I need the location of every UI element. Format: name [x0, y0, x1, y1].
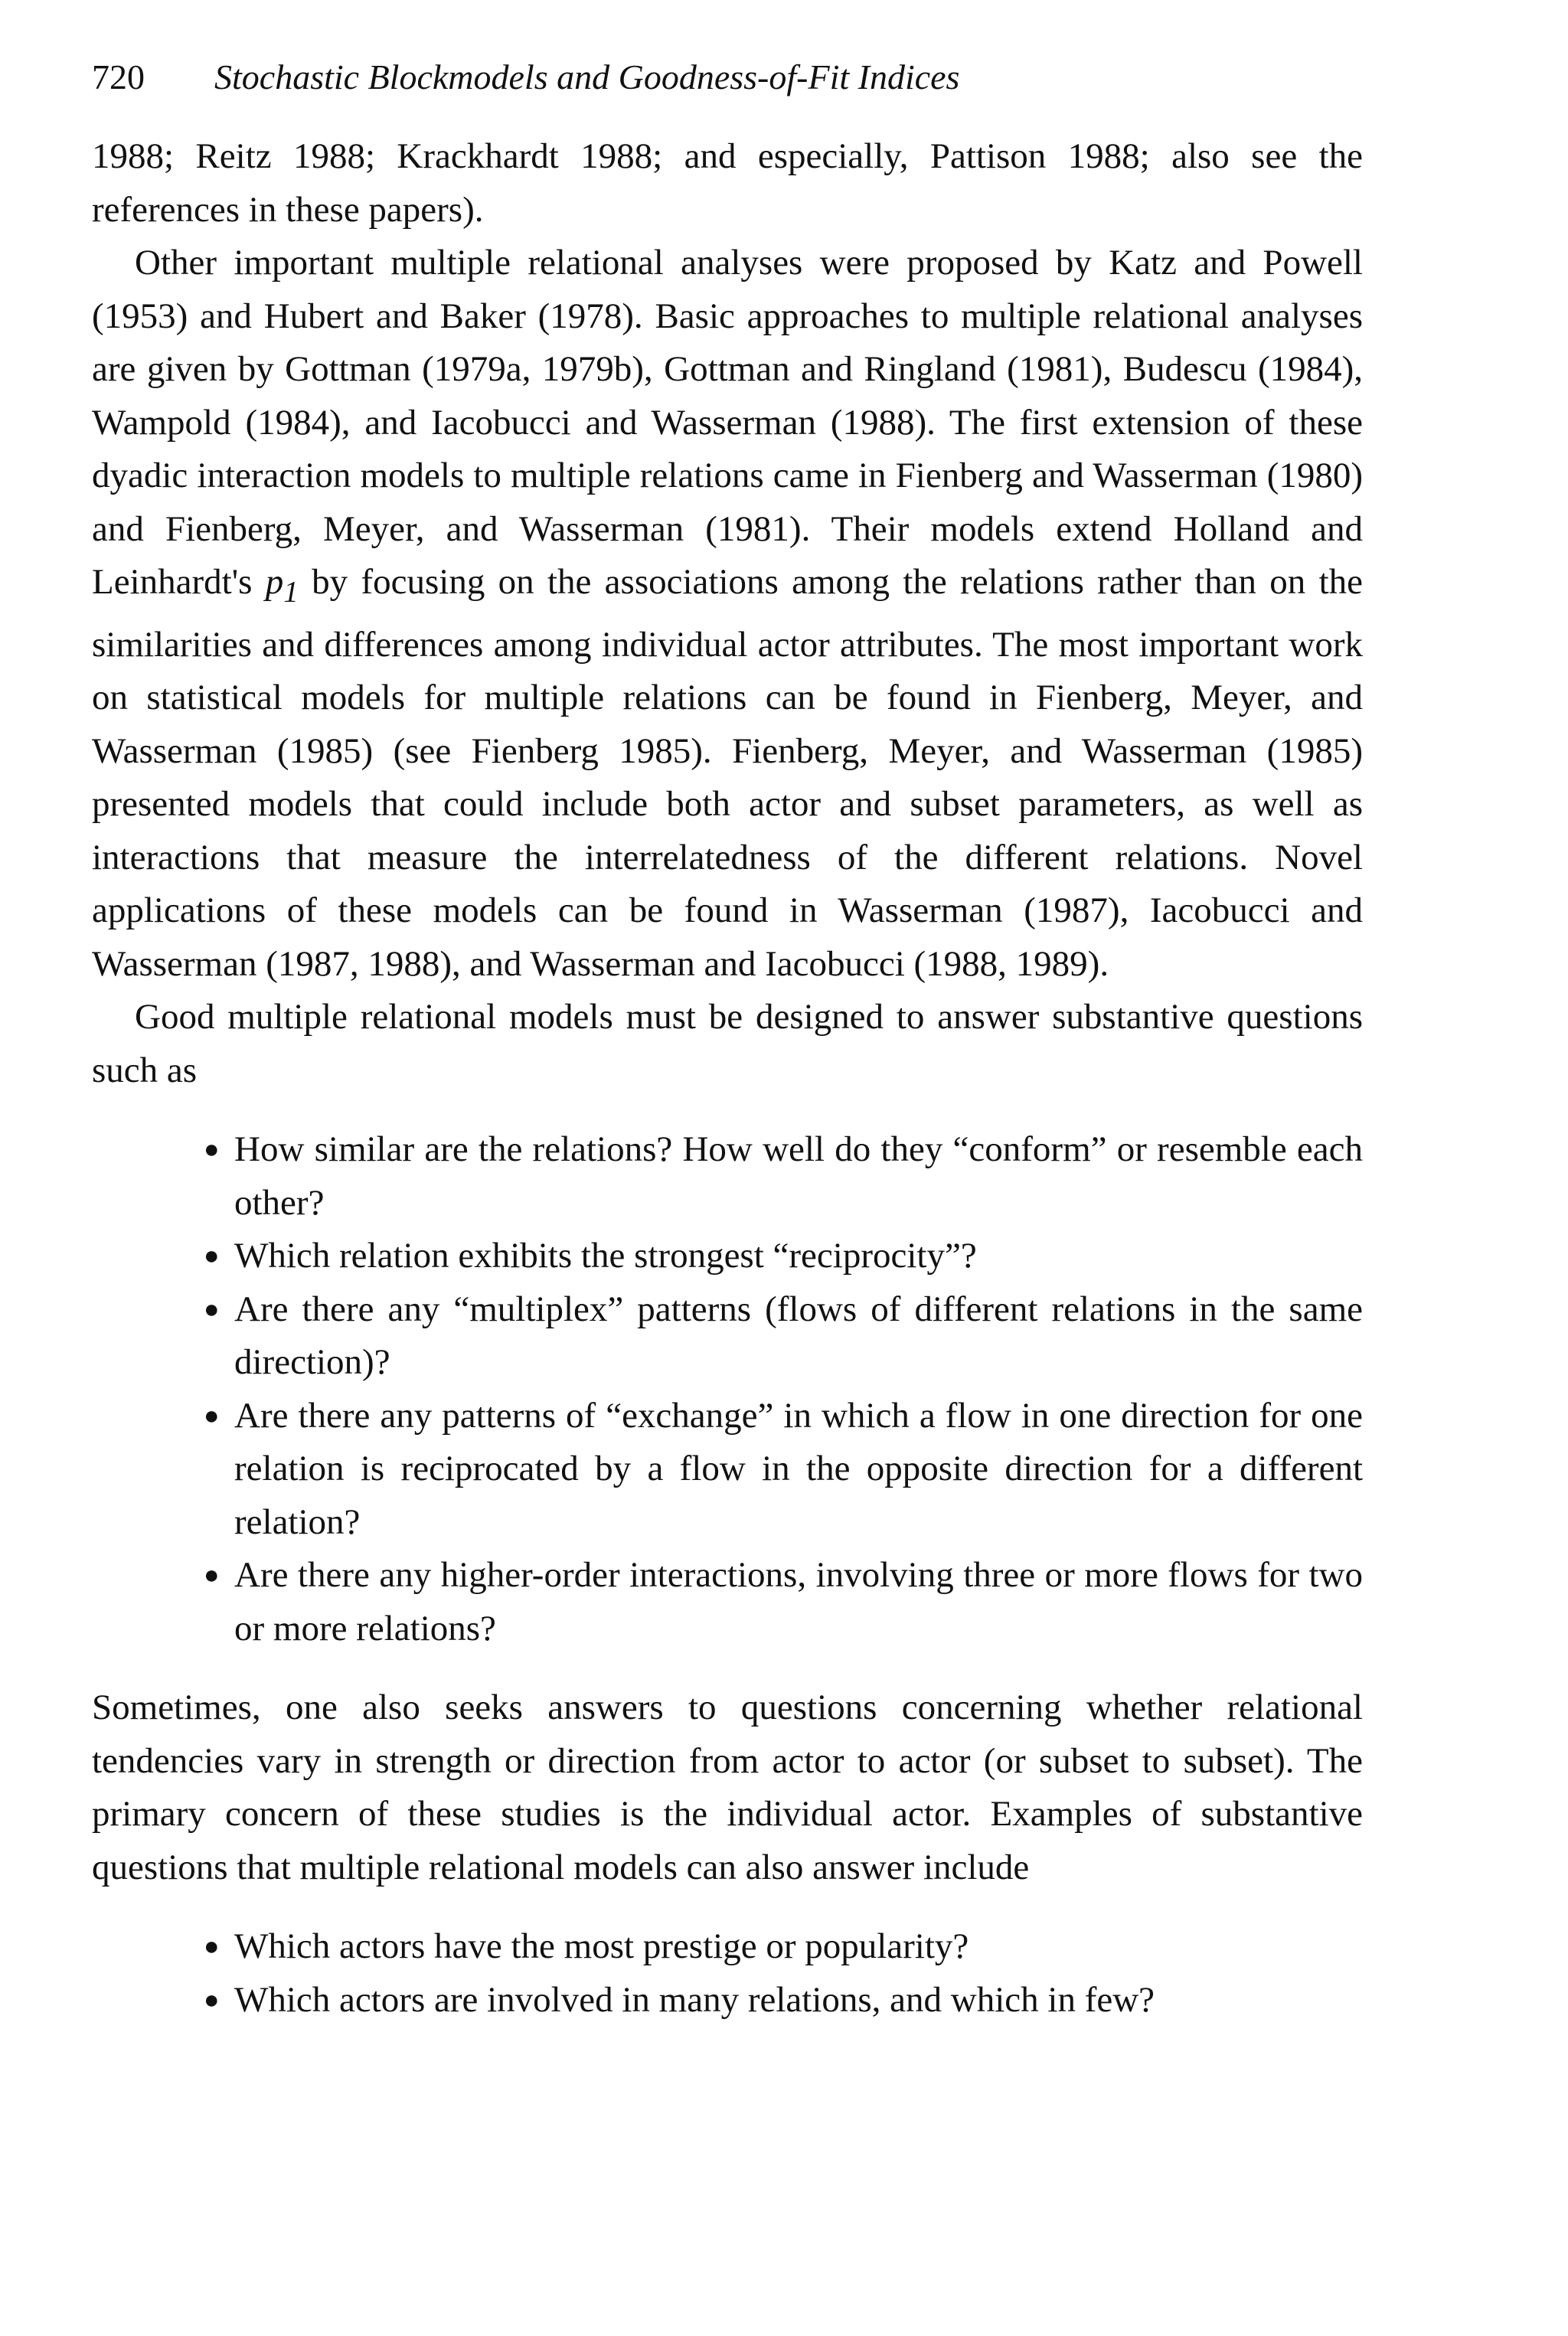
book-page	[92, 54, 1363, 2053]
paragraph-continuation: 1988; Reitz 1988; Krackhardt 1988; and especially, Pattison 1988; also see the references in these papers).	[92, 136, 1363, 230]
paragraph-related-work	[92, 237, 1363, 991]
running-title: Stochastic Blockmodels and Goodness-of-Fit Indices	[214, 57, 960, 96]
list-item: ● Which relation exhibits the strongest “reciprocity”?	[234, 1230, 1363, 1283]
page-number: 720	[92, 57, 145, 96]
p1-subscript: 1	[283, 575, 299, 609]
list-item: ● Which actors have the most prestige or popularity?	[234, 1920, 1363, 1974]
question-list-actors	[92, 1920, 1363, 2027]
question-list-relations	[92, 1123, 1363, 1655]
p1-symbol: $p_1$	[265, 562, 299, 609]
list-item: ● Are there any higher-order interactions, involving three or more flows for two or more relations?	[234, 1549, 1363, 1655]
list-item: ● Are there any “multiplex” patterns (flows of different relations in the same direction)?	[234, 1283, 1363, 1390]
bullet-icon: ●	[204, 1135, 220, 1165]
list-item: ● Are there any patterns of “exchange” in which a flow in one direction for one relation is reciprocated by a flow in the opposite direction for a different relation?	[234, 1390, 1363, 1550]
bullet-icon: ●	[204, 1242, 220, 1271]
bullet-icon: ●	[204, 1401, 220, 1430]
bullet-icon: ●	[204, 1933, 220, 1962]
paragraph-actor-questions: Sometimes, one also seeks answers to questions concerning whether relational tendencies vary in strength or direction from actor to actor (or subset to subset). The primary concern of these studies is the individual actor. Examples of substantive questions that multiple relational models can also answer include	[92, 1687, 1363, 1887]
paragraph-substantive-questions: Good multiple relational models must be designed to answer substantive questions such as	[92, 997, 1363, 1090]
list-item: ● How similar are the relations? How well do they “conform” or resemble each other?	[234, 1123, 1363, 1230]
paragraph-related-work-part-1: Other important multiple relational analyses were proposed by Katz and Powell (1953) and Hubert and Baker (1978). Basic approaches to multiple relational analyses are given by Gottman (1979a, 1979b), Gottman and Ringland (1981), Budescu (1984), Wampold (1984), and Iacobucci and Wasserman (1988). The first extension of these dyadic interaction models to multiple relations came in Fienberg and Wasserman (1980) and Fienberg, Meyer, and Wasserman (1981). Their models extend Holland and Leinhardt's	[92, 243, 1363, 602]
bullet-icon: ●	[204, 1985, 220, 2014]
bullet-icon: ●	[204, 1561, 220, 1590]
list-item: ● Which actors are involved in many relations, and which in few?	[234, 1974, 1363, 2027]
paragraph-related-work-part-2: by focusing on the associations among the relations rather than on the similarities and differences among individual actor attributes. The most important work on statistical models for multiple relations can be found in Fienberg, Meyer, and Wasserman (1985) (see Fienberg 1985). Fienberg, Meyer, and Wasserman (1985) presented models that could include both actor and subset parameters, as well as interactions that measure the interrelatedness of the different relations. Novel applications of these models can be found in Wasserman (1987), Iacobucci and Wasserman (1987, 1988), and Wasserman and Iacobucci (1988, 1989).	[92, 562, 1364, 984]
running-head	[92, 54, 1363, 101]
bullet-icon: ●	[204, 1295, 220, 1324]
